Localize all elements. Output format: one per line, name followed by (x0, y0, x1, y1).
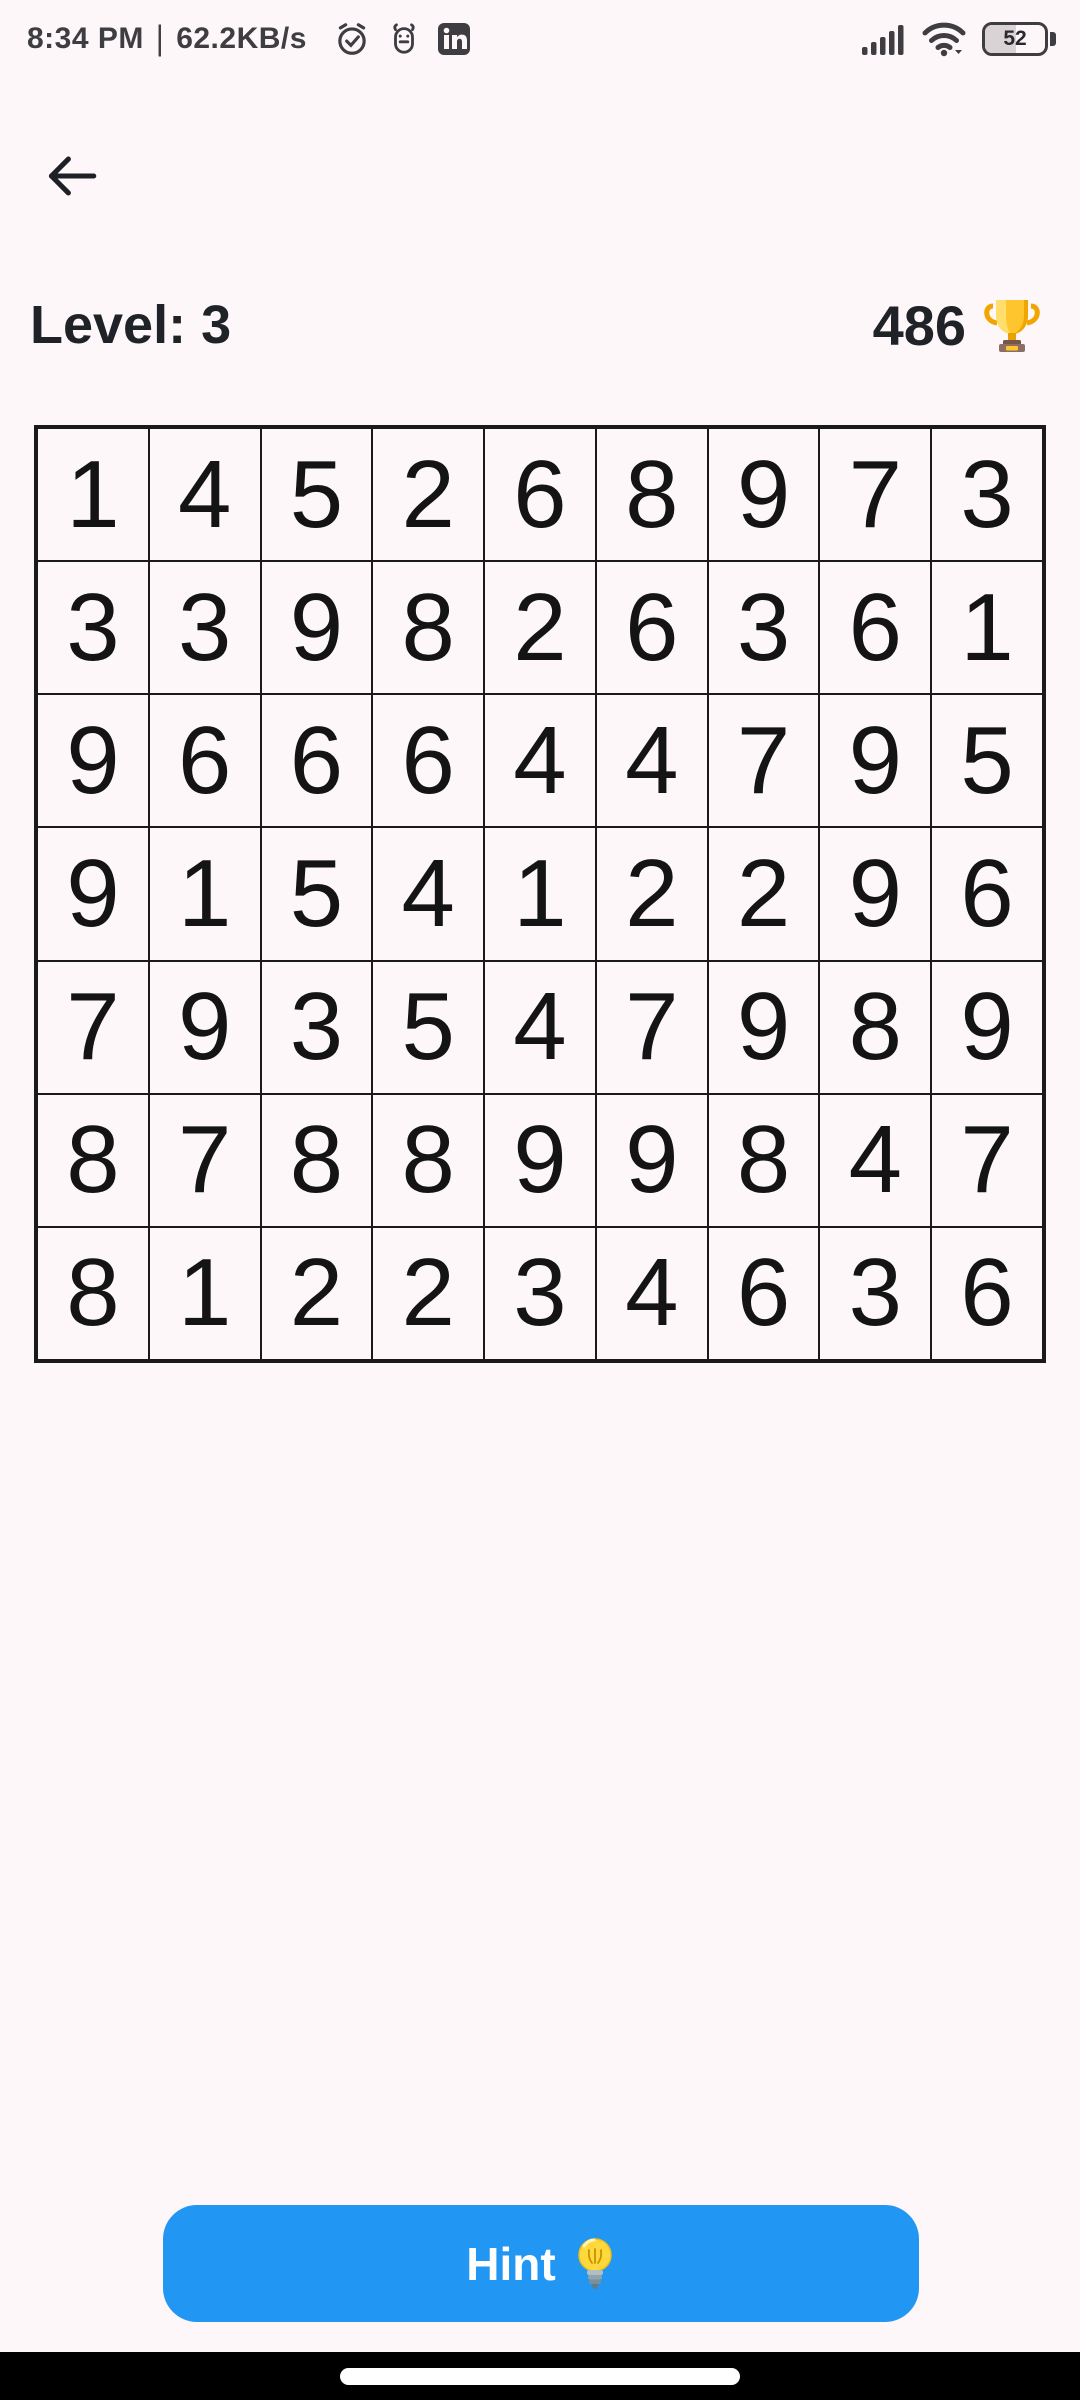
grid-cell-r7c2[interactable]: 1 (149, 1227, 261, 1360)
linkedin-icon (437, 22, 471, 56)
grid-cell-r1c1[interactable]: 1 (37, 428, 149, 561)
score-value: 486 (872, 293, 966, 357)
grid-cell-r4c5[interactable]: 1 (484, 827, 596, 960)
grid-cell-r5c9[interactable]: 9 (931, 961, 1043, 1094)
grid-cell-r5c6[interactable]: 7 (596, 961, 708, 1094)
grid-cell-r5c2[interactable]: 9 (149, 961, 261, 1094)
number-grid (34, 425, 1046, 1363)
grid-cell-r3c8[interactable]: 9 (819, 694, 931, 827)
grid-cell-r6c1[interactable]: 8 (37, 1094, 149, 1227)
grid-cell-r4c2[interactable]: 1 (149, 827, 261, 960)
status-divider: | (155, 19, 165, 58)
alarm-icon (333, 20, 371, 58)
notification-icons (333, 20, 471, 58)
grid-cell-r3c6[interactable]: 4 (596, 694, 708, 827)
grid-cell-r3c5[interactable]: 4 (484, 694, 596, 827)
grid-cell-r1c9[interactable]: 3 (931, 428, 1043, 561)
grid-cell-r2c1[interactable]: 3 (37, 561, 149, 694)
grid-cell-r4c6[interactable]: 2 (596, 827, 708, 960)
grid-cell-r5c4[interactable]: 5 (372, 961, 484, 1094)
grid-cell-r2c6[interactable]: 6 (596, 561, 708, 694)
bot-icon (387, 22, 421, 56)
grid-cell-r4c3[interactable]: 5 (261, 827, 373, 960)
arrow-left-icon (43, 147, 101, 205)
lightbulb-icon (574, 2236, 616, 2292)
hint-button[interactable] (163, 2205, 919, 2322)
hint-button-label: Hint (466, 2237, 556, 2290)
battery-body (982, 22, 1048, 56)
grid-cell-r3c4[interactable]: 6 (372, 694, 484, 827)
grid-cell-r6c2[interactable]: 7 (149, 1094, 261, 1227)
grid-cell-r7c5[interactable]: 3 (484, 1227, 596, 1360)
grid-cell-r6c5[interactable]: 9 (484, 1094, 596, 1227)
grid-cell-r1c7[interactable]: 9 (708, 428, 820, 561)
grid-cell-r7c3[interactable]: 2 (261, 1227, 373, 1360)
grid-cell-r4c8[interactable]: 9 (819, 827, 931, 960)
status-bar (27, 14, 1056, 64)
grid-cell-r2c2[interactable]: 3 (149, 561, 261, 694)
grid-cell-r5c7[interactable]: 9 (708, 961, 820, 1094)
grid-cell-r3c9[interactable]: 5 (931, 694, 1043, 827)
network-speed-text: 62.2KB/s (176, 22, 307, 55)
grid-cell-r1c3[interactable]: 5 (261, 428, 373, 561)
grid-cell-r2c7[interactable]: 3 (708, 561, 820, 694)
grid-cell-r3c3[interactable]: 6 (261, 694, 373, 827)
clock-text: 8:34 PM (27, 22, 144, 55)
status-right-group (860, 21, 1056, 57)
grid-cell-r6c6[interactable]: 9 (596, 1094, 708, 1227)
grid-cell-r7c8[interactable]: 3 (819, 1227, 931, 1360)
grid-cell-r3c1[interactable]: 9 (37, 694, 149, 827)
wifi-icon (922, 21, 966, 57)
grid-cell-r7c7[interactable]: 6 (708, 1227, 820, 1360)
grid-cell-r4c9[interactable]: 6 (931, 827, 1043, 960)
back-button[interactable] (40, 144, 104, 208)
battery-percent-text: 52 (1003, 27, 1027, 50)
score-display (873, 293, 1044, 358)
signal-icon (860, 22, 906, 56)
status-left-group (27, 20, 471, 58)
trophy-icon (980, 293, 1044, 357)
home-indicator[interactable] (340, 2368, 740, 2385)
grid-cell-r4c4[interactable]: 4 (372, 827, 484, 960)
grid-cell-r2c3[interactable]: 9 (261, 561, 373, 694)
grid-cell-r1c8[interactable]: 7 (819, 428, 931, 561)
battery-icon (982, 22, 1056, 56)
grid-cell-r4c1[interactable]: 9 (37, 827, 149, 960)
grid-cell-r3c7[interactable]: 7 (708, 694, 820, 827)
grid-cell-r5c5[interactable]: 4 (484, 961, 596, 1094)
grid-cell-r5c3[interactable]: 3 (261, 961, 373, 1094)
grid-cell-r7c6[interactable]: 4 (596, 1227, 708, 1360)
header-row (30, 290, 1044, 360)
grid-cell-r5c1[interactable]: 7 (37, 961, 149, 1094)
level-label: Level: 3 (30, 295, 232, 355)
grid-cell-r4c7[interactable]: 2 (708, 827, 820, 960)
grid-cell-r1c5[interactable]: 6 (484, 428, 596, 561)
grid-cell-r1c2[interactable]: 4 (149, 428, 261, 561)
grid-cell-r7c4[interactable]: 2 (372, 1227, 484, 1360)
grid-cell-r6c8[interactable]: 4 (819, 1094, 931, 1227)
grid-cell-r7c1[interactable]: 8 (37, 1227, 149, 1360)
grid-cell-r1c6[interactable]: 8 (596, 428, 708, 561)
grid-cell-r1c4[interactable]: 2 (372, 428, 484, 561)
grid-cell-r5c8[interactable]: 8 (819, 961, 931, 1094)
grid-cell-r3c2[interactable]: 6 (149, 694, 261, 827)
grid-cell-r2c9[interactable]: 1 (931, 561, 1043, 694)
grid-cell-r2c8[interactable]: 6 (819, 561, 931, 694)
grid-cell-r2c4[interactable]: 8 (372, 561, 484, 694)
battery-nub (1050, 32, 1056, 46)
grid-cell-r6c7[interactable]: 8 (708, 1094, 820, 1227)
grid-cell-r6c4[interactable]: 8 (372, 1094, 484, 1227)
grid-cell-r6c9[interactable]: 7 (931, 1094, 1043, 1227)
gesture-bar (0, 2352, 1080, 2400)
grid-cell-r6c3[interactable]: 8 (261, 1094, 373, 1227)
grid-cell-r7c9[interactable]: 6 (931, 1227, 1043, 1360)
grid-cell-r2c5[interactable]: 2 (484, 561, 596, 694)
